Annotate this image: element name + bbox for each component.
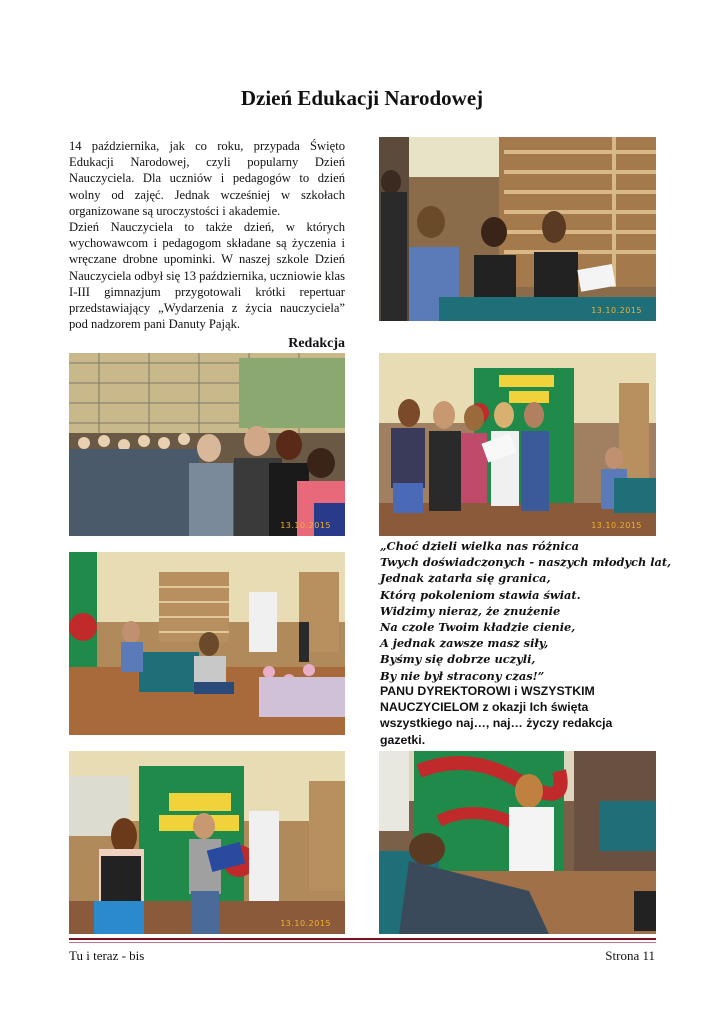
article-signature: Redakcja xyxy=(288,336,345,351)
article-paragraph-2: Dzień Nauczyciela to także dzień, w których wychowawcom i pedagogom składane są życzenia i wręczane drobne upominki. W naszej szkole Dzień Nauczyciela odbył się 13 października, uczniowie klas I-III gimnazjum przygotowali krótki repertuar przedstawiający „Wydarzenia z życia nauczyciela” pod nadzorem pani Danuty Pająk. xyxy=(69,220,345,332)
poem-line: Widzimy nieraz, że znużenie xyxy=(380,603,561,618)
photo-students-performing xyxy=(379,353,656,536)
photo-presenters xyxy=(69,751,345,934)
poem-line: Twych doświadczonych - naszych młodych lat, xyxy=(380,555,672,570)
footer-page-number: Strona 11 xyxy=(605,948,655,963)
poem-line: Na czole Twoim kładzie cienie, xyxy=(380,620,576,635)
article-paragraph-1: 14 października, jak co roku, przypada Święto Edukacji Narodowej, czyli popularny Dzień Nauczyciela. Dla uczniów i pedagogów to dzień wolny od zajęć. Jednak wcześniej w szkołach organizowane są uroczystości i akademie. xyxy=(69,139,345,218)
poem-line: By nie był stracony czas!” xyxy=(380,668,545,683)
footer-rule xyxy=(69,938,656,940)
photo-audience xyxy=(69,353,345,536)
article-title: Dzień Edukacji Narodowej xyxy=(240,86,484,110)
footer-rule-thin xyxy=(69,942,656,943)
footer-publication-name: Tu i teraz - bis xyxy=(69,948,145,963)
photo-date-stamp: 13.10.2015 xyxy=(280,521,331,530)
photo-date-stamp: 13.10.2015 xyxy=(280,919,331,928)
poem-line: Którą pokoleniom stawia świat. xyxy=(380,587,581,602)
poem-line: Jednak zatarła się granica, xyxy=(380,571,551,586)
photo-date-stamp: 13.10.2015 xyxy=(591,521,642,530)
photo-stage-scene xyxy=(69,552,345,735)
photo-doctor-scene xyxy=(379,751,656,934)
poem-line: A jednak zawsze masz siły, xyxy=(380,636,549,651)
poem-line: Byśmy się dobrze uczyli, xyxy=(380,652,536,667)
poem-line: „Choć dzieli wielka nas różnica xyxy=(380,539,580,553)
dedication-text: PANU DYREKTOROWI i WSZYSTKIM NAUCZYCIELOM z okazji Ich święta wszystkiego naj…, naj… życzy redakcja gazetki. xyxy=(380,684,613,747)
poem xyxy=(380,538,672,684)
article-body xyxy=(69,138,345,332)
photo-students-at-table xyxy=(379,137,656,321)
photo-date-stamp: 13.10.2015 xyxy=(591,306,642,315)
